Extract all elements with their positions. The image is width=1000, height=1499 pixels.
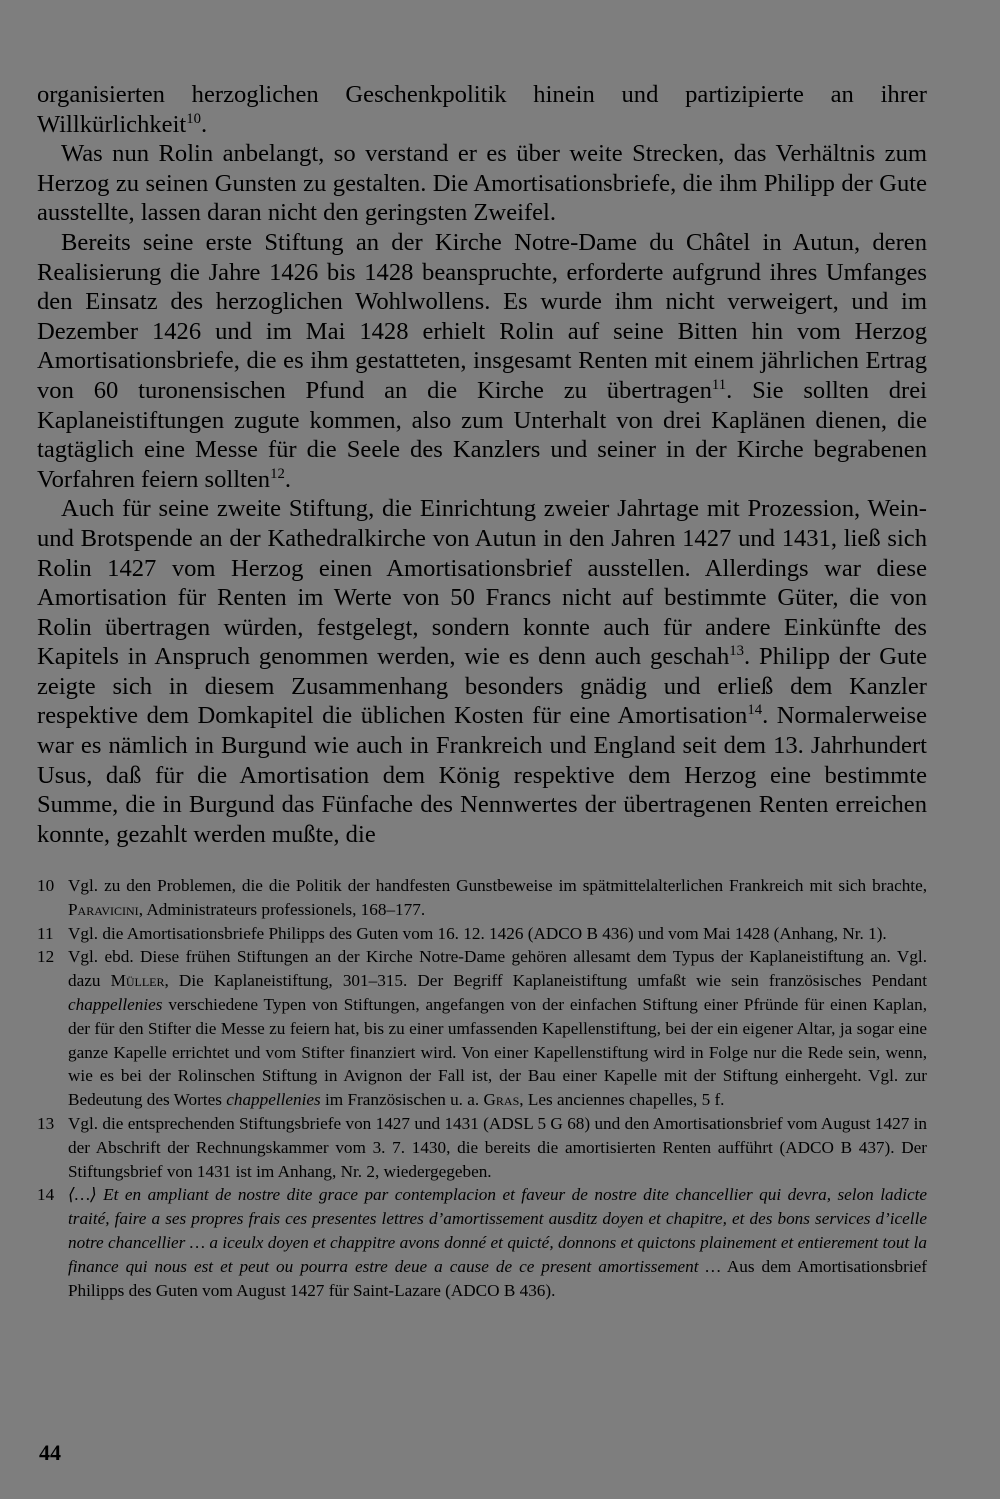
paragraph-4 bbox=[37, 494, 927, 849]
paragraph-2 bbox=[37, 139, 927, 228]
footnote-reference: 14 bbox=[747, 702, 763, 719]
paragraph-3 bbox=[37, 228, 927, 494]
text-run: . Sie sollten drei Kaplaneistiftungen zugute kommen, also zum Unterhalt von drei Kaplänen dienen, die tagtäglich eine Messe für die Seele des Kanzlers und seiner in der Kirche begrabenen Vorfahren feiern sollten bbox=[37, 376, 927, 493]
text-run: Vgl. die entsprechenden Stiftungsbriefe von 1427 und 1431 (ADSL 5 G 68) und den Amortisationsbrief vom August 1427 in der Abschrift der Rechnungskammer vom 3. 7. 1430, die bereits die amortisierten Renten aufführt (ADCO B 437). Der Stiftungsbrief von 1431 ist im Anhang, Nr. 2, wiedergegeben. bbox=[68, 1113, 927, 1181]
text-run: verschiedene Typen von Stiftungen, angefangen von der einfachen Stiftung einer Pfründe für einen Kaplan, der für den Stifter die Messe zu feiern hat, bis zu einer umfassenden Kapellenstiftung, bei der ein eigener Altar, ja sogar eine ganze Kapelle errichtet und vom Stifter finanziert wird. Von einer Kapellenstiftung wird in Folge nur die Rede sein, wenn, wie es bei der Rolinschen Stiftung in Avignon der Fall ist, der Bau einer Kapelle mit der Stiftung einhergeht. Vgl. zur Bedeutung des Wortes bbox=[68, 994, 927, 1110]
page-number: 44 bbox=[39, 1440, 61, 1465]
paragraph-1 bbox=[37, 80, 927, 139]
footnotes bbox=[37, 874, 927, 1302]
footnote-number: 13 bbox=[37, 1113, 55, 1133]
footnote-number: 11 bbox=[37, 923, 54, 943]
text-run: . bbox=[284, 465, 292, 493]
text-run: Paravicini bbox=[68, 899, 139, 919]
footnote-text bbox=[68, 874, 927, 922]
footnote-reference: 13 bbox=[729, 643, 745, 660]
footnote-13 bbox=[37, 1112, 927, 1183]
main-text bbox=[37, 80, 927, 849]
text-run: . bbox=[201, 110, 208, 138]
text-run: Vgl. zu den Problemen, die die Politik der handfesten Gunstbeweise im spätmittelalterlichen Frankreich mit sich brachte, bbox=[68, 876, 927, 895]
text-run: Auch für seine zweite Stiftung, die Einrichtung zweier Jahrtage mit Prozession, Wein- und Brotspende an der Kathedralkirche von Autun in den Jahren 1427 und 1431, ließ sich Rolin 1427 vom Herzog einen Amortisationsbrief ausstellen. Allerdings war diese Amortisation für Renten im Werte von 50 Francs nicht auf bestimmte Güter, die von Rolin übertragen würden, festgelegt, sondern konnte auch für andere Einkünfte des Kapitels in Anspruch genommen werden, wie es denn auch geschah bbox=[37, 495, 927, 671]
footnote-number: 10 bbox=[37, 876, 55, 895]
text-run: organisierten herzoglichen Geschenkpolitik hinein und partizipierte an ihrer Willkürlichkeit bbox=[37, 81, 927, 138]
text-run: , Die Kaplaneistiftung, 301–315. Der Begriff Kaplaneistiftung umfaßt wie sein französisches Pendant bbox=[164, 971, 927, 991]
footnote-text bbox=[68, 922, 927, 946]
text-run: . Normalerweise war es nämlich in Burgund wie auch in Frankreich und England seit dem 13. Jahrhundert Usus, daß für die Amortisation dem König respektive dem Herzog eine bestimmte Summe, die in Burgund das Fünfache des Nennwertes der übertragenen Renten erreichen konnte, gezahlt werden mußte, die bbox=[37, 702, 927, 848]
text-run: chappellenies bbox=[68, 994, 163, 1014]
text-run: , Les anciennes chapelles, 5 f. bbox=[519, 1090, 725, 1110]
footnote-14 bbox=[37, 1183, 927, 1302]
text-run: chappellenies bbox=[226, 1090, 321, 1110]
text-run: ⟨…⟩ Et en ampliant de nostre dite grace par contemplacion et faveur de nostre dite chancellier qui devra, selon ladicte traité, faire a ses propres frais ces presentes lettres d’amortissement ausditz doyen et chapitre, et des bons services d’icelle notre chancellier … a iceulx doyen et chappitre avons donné et quicté, donnons et quictons plainement et entierement tout la finance qui nous est et peut ou pourra estre deue a cause de ce present amortissement … bbox=[68, 1185, 927, 1276]
footnote-number: 12 bbox=[37, 947, 55, 967]
footnote-text bbox=[68, 945, 927, 1112]
text-run: . Philipp der Gute zeigte sich in diesem Zusammenhang besonders gnädig und erließ dem Kanzler respektive dem Domkapitel die üblichen Kosten für eine Amortisation bbox=[37, 643, 927, 730]
text-run: Bereits seine erste Stiftung an der Kirche Notre-Dame du Châtel in Autun, deren Realisierung die Jahre 1426 bis 1428 beanspruchte, erforderte aufgrund ihres Umfanges den Einsatz des herzoglichen Wohlwollens. Es wurde ihm nicht verweigert, und im Dezember 1426 und im Mai 1428 erhielt Rolin auf seine Bitten hin vom Herzog Amortisationsbriefe, die es ihm gestatteten, insgesamt Renten mit einem jährlichen Ertrag von 60 turonensischen Pfund an die Kirche zu übertragen bbox=[37, 228, 927, 404]
footnote-12 bbox=[37, 945, 927, 1112]
footnote-11 bbox=[37, 922, 927, 946]
footnote-reference: 12 bbox=[270, 465, 285, 482]
text-run: Vgl. ebd. Diese frühen Stiftungen an der Kirche Notre-Dame gehören allesamt dem Typus der Kaplaneistiftung an. Vgl. dazu bbox=[68, 947, 927, 991]
footnote-number: 14 bbox=[37, 1185, 55, 1205]
text-run: Müller bbox=[110, 971, 165, 991]
text-run: Was nun Rolin anbelangt, so verstand er es über weite Strecken, das Verhältnis zum Herzog zu seinen Gunsten zu gestalten. Die Amortisationsbriefe, die ihm Philipp der Gute ausstellte, lassen daran nicht den geringsten Zweifel. bbox=[37, 140, 927, 227]
text-run: im Französischen u. a. bbox=[320, 1090, 484, 1110]
text-run: Gras bbox=[483, 1090, 520, 1110]
footnote-10 bbox=[37, 874, 927, 922]
footnote-text bbox=[68, 1112, 927, 1183]
footnote-text bbox=[68, 1183, 927, 1302]
text-run: Vgl. die Amortisationsbriefe Philipps des Guten vom 16. 12. 1426 (ADCO B 436) und vom Mai 1428 (Anhang, Nr. 1). bbox=[68, 923, 887, 943]
footnote-reference: 10 bbox=[186, 110, 202, 127]
text-run: , Administrateurs professionels, 168–177. bbox=[138, 899, 426, 919]
text-run: Aus dem Amortisationsbrief Philipps des Guten vom August 1427 für Saint-Lazare (ADCO B 436). bbox=[68, 1256, 927, 1300]
footnote-reference: 11 bbox=[711, 376, 727, 393]
